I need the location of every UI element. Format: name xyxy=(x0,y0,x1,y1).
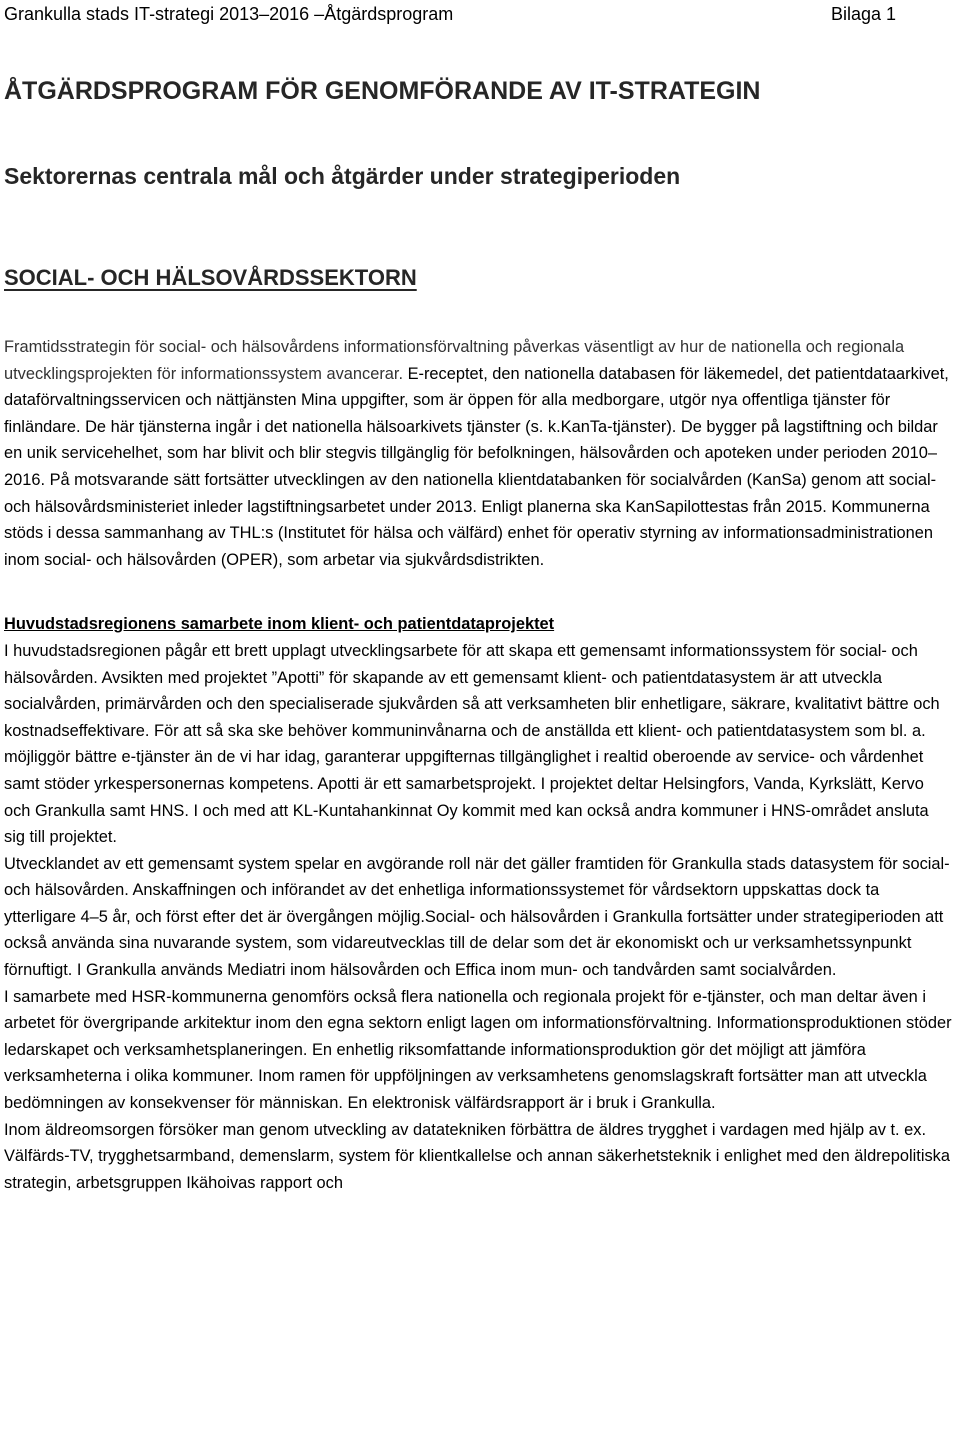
paragraph-hsr-cooperation: I samarbete med HSR-kommunerna genomförs också flera nationella och regionala projekt för e-tjänster, och man deltar även i arbetet för övergripande arkitektur inom den egna sektorn enligt lagen om informationsförvaltning. Informationsproduktionen stöder ledarskapet och verksamhetsplaneringen. En enhetlig riksomfattande informationsproduktion gör det möjligt att jämföra verksamheterna i olika kommuner. Inom ramen för uppföljningen av verksamhetens genomslagskraft fortsätter man att utveckla bedömningen av konsekvenser för människan. En elektronisk välfärdsrapport är i bruk i Grankulla. xyxy=(4,987,952,1113)
header-appendix-label: Bilaga 1 xyxy=(830,4,896,24)
section-title: Sektorernas centrala mål och åtgärder under strategiperioden xyxy=(4,163,681,189)
page-title: ÅTGÄRDSPROGRAM FÖR GENOMFÖRANDE AV IT-STRATEGIN xyxy=(4,77,761,105)
page-header xyxy=(4,0,954,26)
intro-paragraph xyxy=(4,334,954,573)
subsection-heading: Huvudstadsregionens samarbete inom klient- och patientdataprojektet xyxy=(4,615,555,634)
intro-lead-text: Framtidsstrategin för social- och hälsovårdens informationsförvaltning påverkas väsentligt av hur de nationella och regionala utvecklingsprojekten för informationssystem avancerar. xyxy=(4,338,905,383)
header-document-title: Grankulla stads IT-strategi 2013–2016 –Åtgärdsprogram xyxy=(4,4,454,24)
intro-body-text: E-receptet, den nationella databasen för läkemedel, det patientdataarkivet, dataförvaltningsservicen och nättjänsten Mina uppgifter, som är öppen för alla medborgare, utgör nya offentliga tjänster för finländare. De här tjänsterna ingår i det nationella hälsoarkivets tjänster (s. k.KanTa-tjänster). De bygger på lagstiftning och bildar en unik servicehelhet, som har blivit och blir stegvis tillgänglig för befolkningen, hälsovården och apoteken under perioden 2010–2016. På motsvarande sätt fortsätter utvecklingen av den nationella klientdatabanken för socialvården (KanSa) genom att social- och hälsovårdsministeriet inleder lagstiftningsarbetet under 2013. Enligt planerna ska KanSapilottestas från 2015. Kommunerna stöds i dessa sammanhang av THL:s (Institutet för hälsa och välfärd) enhet för operativ styrning av informationsadministrationen inom social- och hälsovården (OPER), som arbetar via sjukvårdsdistrikten. xyxy=(4,364,949,569)
paragraph-apotti: I huvudstadsregionen pågår ett brett upplagt utvecklingsarbete för att skapa ett gemensamt informationssystem för social- och hälsovården. Avsikten med projektet ”Apotti” för skapande av ett gemensamt klient- och patientdatasystem är att utveckla socialvården, primärvården och den specialiserade sjukvården så att verksamheten blir enhetligare, säkrare, kvalitativt bättre och kostnadseffektivare. För att så ska ske behöver kommuninvånarna och de anställda ett klient- och patientdatasystem som bl. a. möjliggör bättre e-tjänster än de vi har idag, garanterar uppgifternas tillgänglighet i realtid oberoende av service- och vårdenhet samt stöder yrkespersonernas kompetens. Apotti är ett samarbetsprojekt. I projektet deltar Helsingfors, Vanda, Kyrkslätt, Kervo och Grankulla samt HNS. I och med att KL-Kuntahankinnat Oy kommit med kan också andra kommuner i HNS-området ansluta sig till projektet. xyxy=(4,641,940,847)
sector-heading: SOCIAL- OCH HÄLSOVÅRDSSEKTORN xyxy=(4,265,417,290)
paragraph-common-system: Utvecklandet av ett gemensamt system spelar en avgörande roll när det gäller framtiden för Grankulla stads datasystem för social- och hälsovården. Anskaffningen och införandet av det enhetliga informationssystemet för vårdsektorn uppskattas dock ta ytterligare 4–5 år, och först efter det är övergången möjlig.Social- och hälsovården i Grankulla fortsätter under strategiperioden att också använda sina nuvarande system, som vidareutvecklas till de delar som det är ekonomiskt och ur verksamhetssynpunkt förnuftigt. I Grankulla används Mediatri inom hälsovården och Effica inom mun- och tandvården samt socialvården. xyxy=(4,854,950,980)
paragraph-elderly-care: Inom äldreomsorgen försöker man genom utveckling av datatekniken förbättra de äldres trygghet i vardagen med hjälp av t. ex. Välfärds-TV, trygghetsarmband, demenslarm, system för klientkallelse och annan säkerhetsteknik i enlighet med den äldrepolitiska strategin, arbetsgruppen Ikähoivas rapport och xyxy=(4,1120,950,1192)
